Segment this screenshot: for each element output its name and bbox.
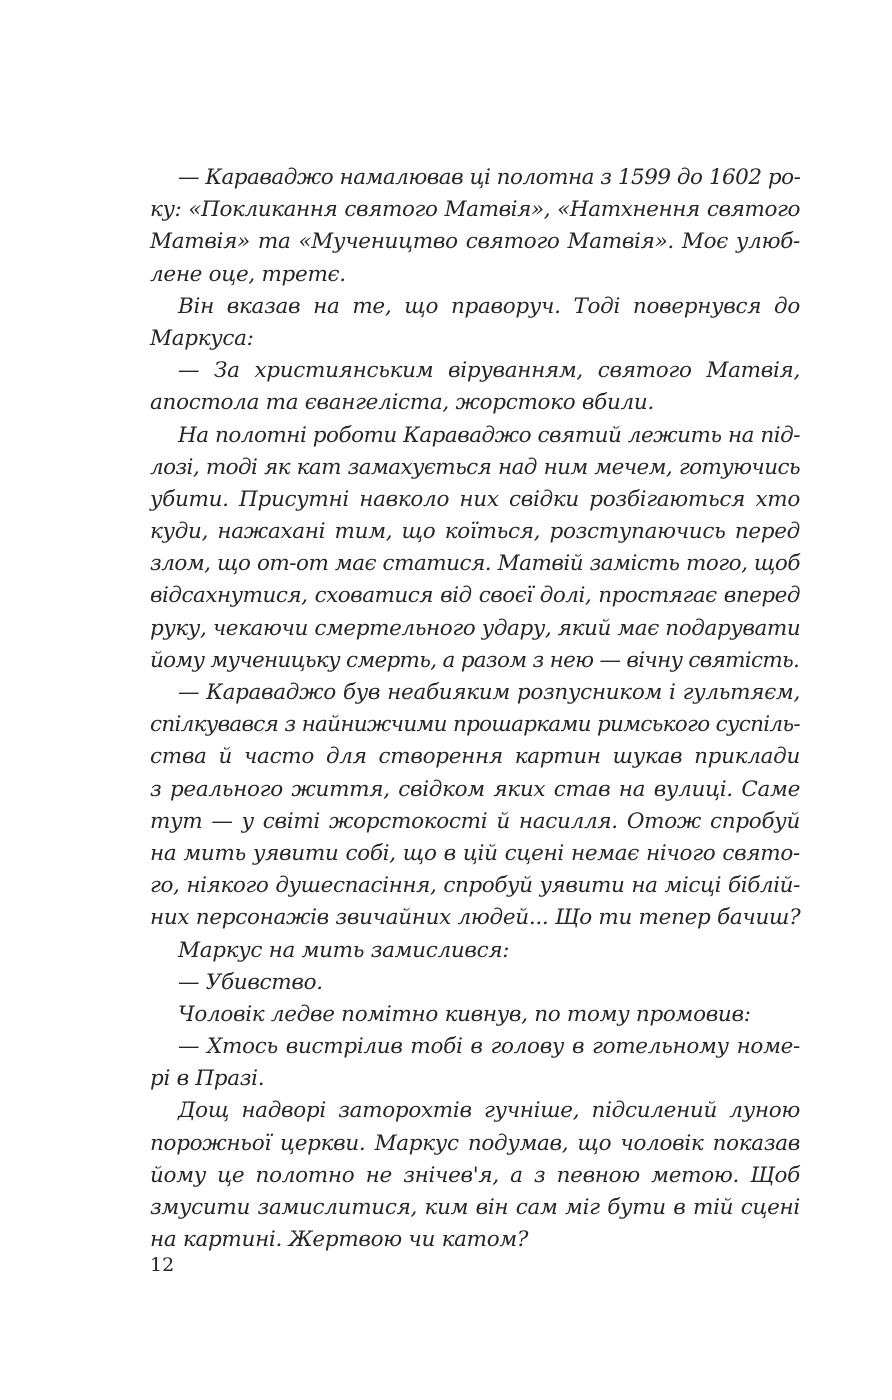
text-line: Маркус на мить замислився: <box>178 937 510 963</box>
text-line: куди, нажахані тим, що коїться, розступаючись перед <box>150 519 800 545</box>
text-line: Маркуса: <box>150 325 254 351</box>
text-line: відсахнутися, сховатися від своєї долі, простягає вперед <box>150 583 800 609</box>
text-line: лозі, тоді як кат замахується над ним мечем, готуючись <box>150 454 800 480</box>
text-line: — Убивство. <box>178 969 323 995</box>
text-line: на мить уявити собі, що в цій сцені немає нічого свято- <box>150 840 800 866</box>
text-line: На полотні роботи Караваджо святий лежить на під- <box>178 422 800 448</box>
text-line: Він вказав на те, що праворуч. Тоді повернувся до <box>178 293 800 319</box>
text-line: них персонажів звичайних людей... Що ти тепер бачиш? <box>150 905 801 931</box>
text-line: Чоловік ледве помітно кивнув, по тому промовив: <box>178 1001 751 1027</box>
text-line: Матвія» та «Мучеництво святого Матвія». Моє улюб- <box>150 229 800 255</box>
text-line: йому це полотно не знічев'я, а з певною метою. Щоб <box>150 1162 800 1188</box>
text-line: руку, чекаючи смертельного удару, який має подарувати <box>150 615 801 641</box>
text-line: — Хтось вистрілив тобі в голову в готельному номе- <box>178 1034 800 1060</box>
body-text <box>150 162 800 1256</box>
text-line: лене оце, третє. <box>150 261 346 287</box>
text-line: убити. Присутні навколо них свідки розбігаються хто <box>150 486 800 512</box>
text-line: на картині. Жертвою чи катом? <box>150 1227 529 1253</box>
text-line: — За християнським віруванням, святого Матвія, <box>178 358 800 384</box>
text-line: злом, що от-от має статися. Матвій замість того, щоб <box>150 551 800 577</box>
text-line: рі в Празі. <box>150 1066 265 1092</box>
text-line: змусити замислитися, ким він сам міг бути в тій сцені <box>150 1195 800 1220</box>
page-number: 12 <box>150 1254 175 1276</box>
text-line: го, ніякого душеспасіння, спробуй уявити на місці біблій- <box>150 873 800 899</box>
text-line: Дощ надворі заторохтів гучніше, підсилений луною <box>178 1098 800 1124</box>
text-line: з реального життя, свідком яких став на вулиці. Саме <box>150 776 800 802</box>
text-line: — Караваджо намалював ці полотна з 1599 до 1602 ро- <box>178 165 801 190</box>
text-line: ку: «Покликання святого Матвія», «Натхнення святого <box>150 197 800 223</box>
text-line: йому мученицьку смерть, а разом з нею — вічну святість. <box>150 647 800 673</box>
text-line: ства й часто для створення картин шукав приклади <box>150 744 800 770</box>
text-line: — Караваджо був неабияким розпусником і гультяєм, <box>178 680 800 705</box>
text-line: тут — у світі жорстокості й насилля. Отож спробуй <box>150 808 800 834</box>
text-line: порожньої церкви. Маркус подумав, що чоловік показав <box>150 1130 800 1156</box>
text-line: апостола та євангеліста, жорстоко вбили. <box>150 390 654 416</box>
text-line: спілкувався з найнижчими прошарками римського суспіль- <box>150 712 800 738</box>
